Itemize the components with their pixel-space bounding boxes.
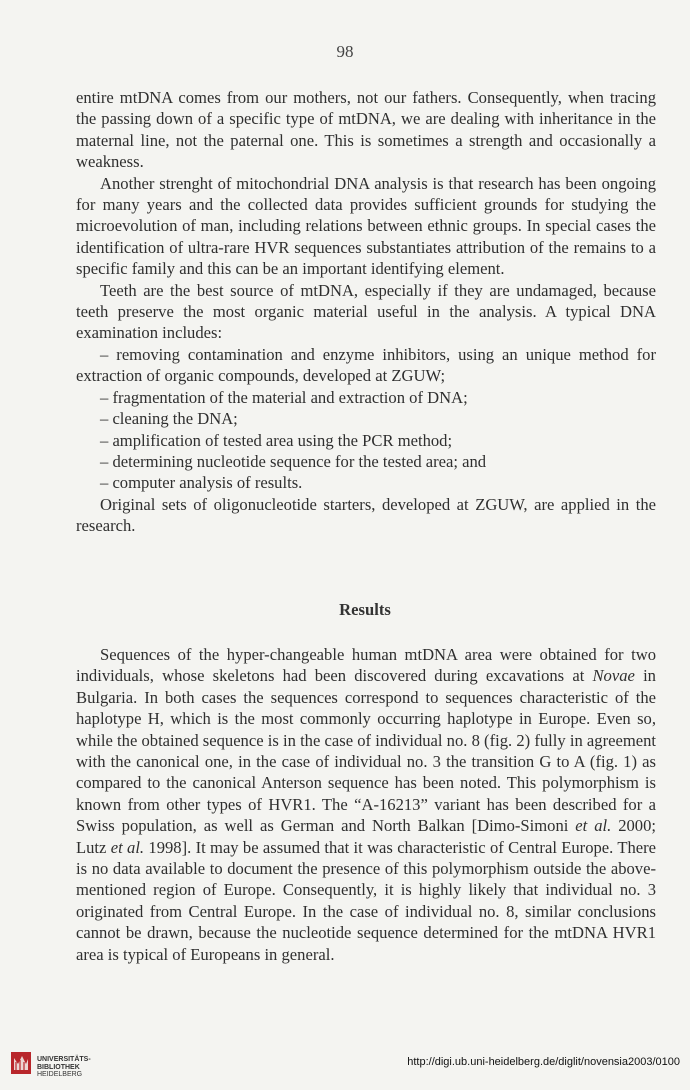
library-emblem-icon <box>10 1050 32 1076</box>
paragraph-starters: Original sets of oligonucleotide starters, developed at ZGUW, are applied in the research. <box>76 494 656 536</box>
list-item: – removing contamination and enzyme inhibitors, using an unique method for extraction of organic compounds, developed at ZGUW; <box>76 344 656 386</box>
logo-line-3: HEIDELBERG <box>37 1071 83 1079</box>
list-item: – cleaning the DNA; <box>100 409 238 429</box>
body-text-results <box>76 644 656 965</box>
source-url[interactable]: http://digi.ub.uni-heidelberg.de/diglit/novensia2003/0100 <box>407 1056 680 1068</box>
list-item: – amplification of tested area using the PCR method; <box>100 430 453 450</box>
paragraph-strength: Another strenght of mitochondrial DNA analysis is that research has been ongoing for many years and the collected data provides sufficient grounds for studying the microevolution of man, including relations between ethnic groups. In special cases the identification of ultra-rare HVR sequences substantiates attribution of the remains to a specific family and this can be an important identifying element. <box>76 173 656 279</box>
list-item: – computer analysis of results. <box>100 473 303 493</box>
citation-et-al: et al. <box>110 837 145 857</box>
site-name-novae: Novae <box>592 666 635 686</box>
footer <box>0 1046 690 1090</box>
page-number: 98 <box>336 42 354 61</box>
results-text: 1998]. It may be assumed that it was characteristic of Central Europe. There is no data available to document the presence of this polymorphism outside the above-mentioned region of Europe. Consequently, it is highly likely that individual no. 3 originated from Central Europe. In the case of individual no. 8, similar conclusions cannot be drawn, because the nucleotide sequence determined for the mtDNA HVR1 area is typical of Europeans in general. <box>76 837 657 964</box>
results-text: in Bulgaria. In both cases the sequences correspond to sequences characteristic of the haplotype H, which is the most commonly occurring haplotype in Europe. Even so, while the obtained sequence is in the case of individual no. 8 (fig. 2) fully in agreement with the canonical one, in the case of individual no. 3 the transition G to A (fig. 1) as compared to the canonical Anterson sequence has been noted. This polymorphism is known from other types of HVR1. The “A-16213” variant has been described for a Swiss population, as well as German and North Balkan [Dimo-Simoni <box>76 666 656 836</box>
library-logo <box>10 1050 120 1084</box>
list-item: – fragmentation of the material and extraction of DNA; <box>100 387 468 407</box>
paragraph-continuation: entire mtDNA comes from our mothers, not our fathers. Consequently, when tracing the passing down of a specific type of mtDNA, we are dealing with inheritance in the maternal line, not the paternal one. This is sometimes a strength and occasionally a weakness. <box>76 88 656 172</box>
paragraph-results <box>76 644 656 965</box>
results-text: Sequences of the hyper-changeable human mtDNA area were obtained for two individuals, whose skeletons had been discovered during excavations at <box>76 645 656 686</box>
section-heading-results: Results <box>339 600 391 619</box>
logo-line-1: UNIVERSITÄTS- <box>37 1056 91 1063</box>
results-text: 2000; Lutz <box>76 816 656 857</box>
citation-et-al: et al. <box>575 816 612 836</box>
logo-line-2: BIBLIOTHEK <box>37 1063 80 1071</box>
body-text-top <box>76 87 656 537</box>
paragraph-teeth: Teeth are the best source of mtDNA, especially if they are undamaged, because teeth preserve the most organic material useful in the analysis. A typical DNA examination includes: <box>76 280 656 343</box>
list-item: – determining nucleotide sequence for the tested area; and <box>100 451 487 471</box>
